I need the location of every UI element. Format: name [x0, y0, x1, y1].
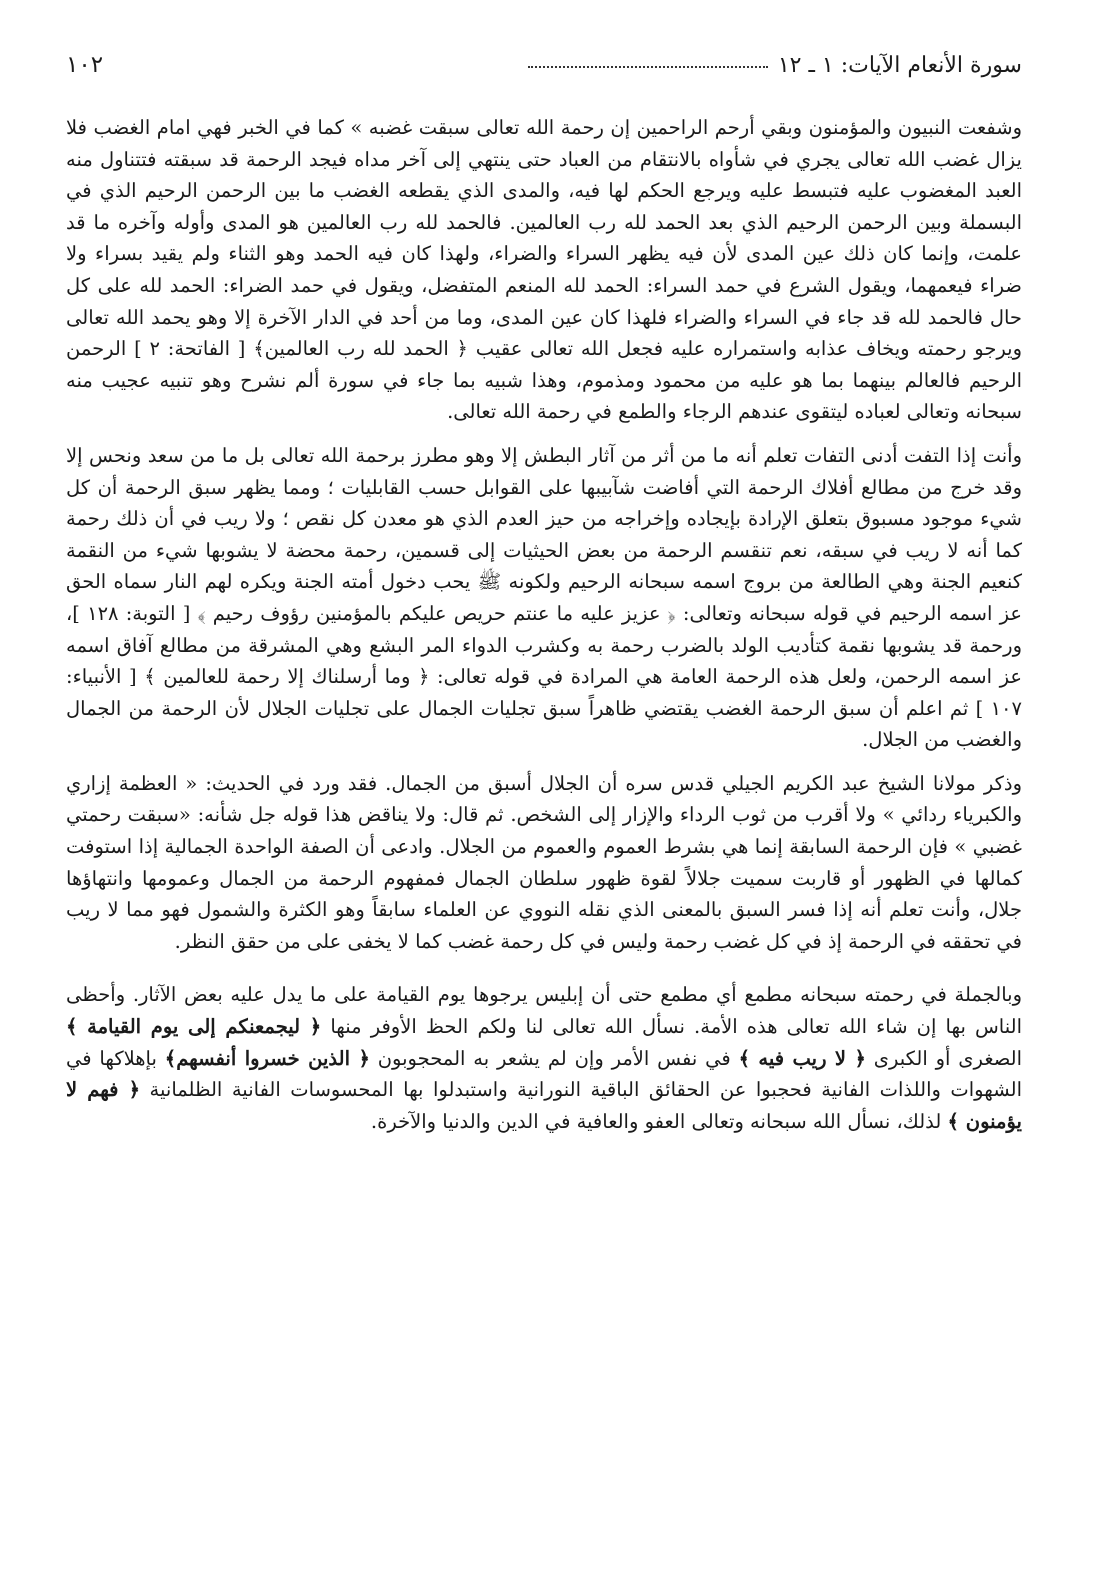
text-segment: ﴿ عزيز عليه ما عنتم حريص عليكم بالمؤمنين رؤوف رحيم ﴾: [197, 601, 676, 625]
paragraph: [66, 768, 1022, 958]
quran-quote: ﴿ الحمد لله رب العالمين﴾: [253, 337, 468, 361]
quran-quote: ﴿ فهم لا يؤمنون ﴾: [66, 1078, 1022, 1133]
text-segment: وشفعت النبيون والمؤمنون وبقي أرحم الراحمين إن رحمة الله تعالى سبقت غضبه » كما في الخبر فهي امام الغضب فلا يزال غضب الله تعالى يجري في شأواه بالانتقام من العباد حتى ينتهي إلى آخر مداه فيجد الرحمة قد سبقته فتتناول منه العبد المغضوب عليه فتبسط عليه ويرجع الحكم لها فيه، والمدى الذي يقطعه الغضب ما بين الرحمن الرحيم الذي في البسملة وبين الرحمن الرحيم الذي بعد الحمد لله رب العالمين. فالحمد لله رب العالمين هو المدى وأوله وآخره ما قد علمت، وإنما كان ذلك عين المدى لأن فيه يظهر السراء والضراء، ولهذا كان فيه الحمد وهو الثناء ولم يقيد بسراء ولا ضراء فيعمهما، ويقول الشرع في حمد السراء: الحمد لله المنعم المتفضل، ويقول في حمد الضراء: الحمد لله على كل حال فالحمد لله قد جاء في السراء والضراء فلهذا كان عين المدى، وما من أحد في الدار الآخرة إلا وهو يحمد الله تعالى ويرجو رحمته ويخاف عذابه واستمراره عليه فجعل الله تعالى عقيب: [66, 116, 1022, 361]
text-segment: بإهلاكها في الشهوات واللذات الفانية فحجبوا عن الحقائق الباقية النورانية واستبدلوا بها المحسوسات الفانية الظلمانية: [66, 1046, 1023, 1102]
paragraph: [66, 440, 1022, 756]
paragraph: [66, 112, 1022, 428]
text-segment: ﴿ وما أرسلناك إلا رحمة للعالمين ﴾: [144, 665, 430, 689]
text-segment: الصغرى أو الكبرى: [865, 1046, 1022, 1070]
text-segment: [ الفاتحة: ٢ ] الرحمن الرحيم فالعالم بينهما بما هو عليه من محمود ومذموم، وهذا شبيه بما جاء في سورة ألم نشرح وهو تنبيه عجيب منه سبحانه وتعالى لعباده ليتقوى عندهم الرجاء والطمع في رحمة الله تعالى.: [66, 337, 1022, 424]
page-body: [66, 112, 1022, 1137]
text-segment: لذلك، نسأل الله سبحانه وتعالى العفو والعافية في الدين والدنيا والآخرة.: [370, 1109, 948, 1133]
text-segment: [ التوبة: ١٢٨ ]، ورحمة قد يشوبها نقمة كتأديب الولد بالضرب رحمة به وكشرب الدواء المر البشع وهي المشرقة من مطالع آفاق اسمه عز اسمه الرحمن، ولعل هذه الرحمة العامة هي المرادة في قوله تعالى:: [66, 601, 1022, 689]
running-title: سورة الأنعام الآيات: ١ ـ ١٢: [777, 53, 1022, 78]
running-title-block: [520, 53, 1022, 78]
text-segment: [ الأنبياء: ١٠٧ ] ثم اعلم أن سبق الرحمة الغضب يقتضي ظاهراً سبق تجليات الجمال على تجليات الجلال لأن الرحمة من الجمال والغضب من الجلال.: [66, 665, 1022, 752]
quran-quote: ﴿ الذين خسروا أنفسهم﴾: [164, 1046, 370, 1070]
text-segment: في نفس الأمر وإن لم يشعر به المحجوبون: [369, 1046, 739, 1070]
paragraph: [66, 979, 1022, 1137]
page-number: ١٠٢: [66, 52, 104, 78]
text-segment: وأنت إذا التفت أدنى التفات تعلم أنه ما من أثر من آثار البطش إلا وهو مطرز برحمة الله تعالى بل ما من سعد ونحس إلا وقد خرج من مطالع أفلاك الرحمة التي أفاضت شآبيبها على القوابل حسب القابليات ؛ ومما يظهر سبق الرحمة أن كل شيء موجود مسبوق بتعلق الإرادة بإيجاده وإخراجه من حيز العدم الذي هو معدن كل نقص ؛ ولا ريب في أن ذلك رحمة كما أنه لا ريب في سبقه، نعم تنقسم الرحمة من بعض الحيثيات إلى قسمين، رحمة محضة لا يشوبها شيء من النقمة كنعيم الجنة وهي الطالعة من بروج اسمه سبحانه الرحيم ولكونه ﷺ يحب دخول أمته الجنة ويكره لهم النار سماه الحق عز اسمه الرحيم في قوله سبحانه وتعالى:: [66, 443, 1022, 625]
quran-quote: ﴿ ليجمعنكم إلى يوم القيامة ﴾: [66, 1015, 322, 1039]
page-header: [66, 52, 1022, 98]
text-segment: وبالجملة في رحمته سبحانه مطمع أي مطمع حتى أن إبليس يرجوها يوم القيامة على ما يدل عليه بعض الآثار. وأحظى الناس بها إن شاء الله تعالى هذه الأمة. نسأل الله تعالى لنا ولكم الحظ الأوفر منها: [66, 983, 1022, 1039]
quran-quote: ﴿ لا ريب فيه ﴾: [738, 1046, 866, 1070]
dotted-leader: [528, 66, 768, 68]
text-segment: وذكر مولانا الشيخ عبد الكريم الجيلي قدس سره أن الجلال أسبق من الجمال. فقد ورد في الحديث: « العظمة إزاري والكبرياء ردائي » ولا أقرب من ثوب الرداء والإزار إلى الشخص. ثم قال: ولا يناقض هذا قوله جل شأنه: «سبقت رحمتي غضبي » فإن الرحمة السابقة إنما هي بشرط العموم والعموم من الجلال. وادعى أن الصفة الواحدة الجمالية إذا استوفت كمالها في الظهور أو قاربت سميت جلالاً لقوة ظهور سلطان الجمال فمفهوم الرحمة من الجمال وعمومها وانتهاؤها جلال، وأنت تعلم أنه إذا فسر السبق بالمعنى الذي نقله النووي عن العلماء سابقاً وهو الكثرة والشمول فهو مما لا ريب في تحققه في الرحمة إذ في كل غضب رحمة وليس في كل رحمة غضب كما لا يخفى على من حقق النظر.: [66, 771, 1022, 953]
